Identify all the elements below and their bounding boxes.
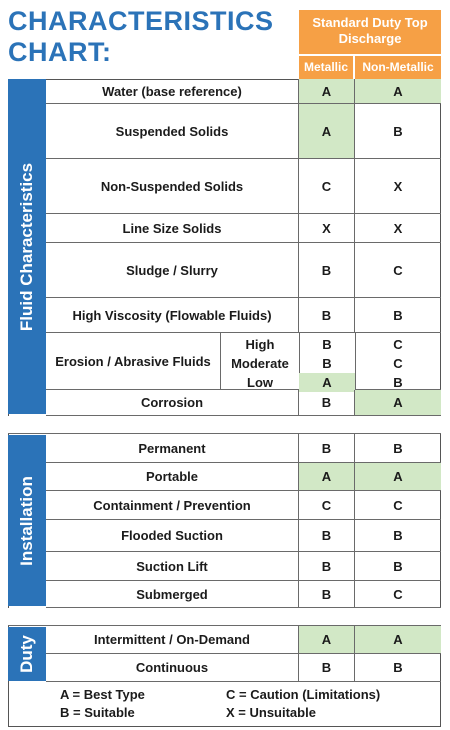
- column-group-header: Standard Duty Top Discharge: [299, 10, 441, 54]
- erosion-metallic-ratings: [299, 333, 356, 389]
- erosion-levels: [221, 333, 300, 389]
- table-row: [46, 654, 441, 682]
- row-label: High Viscosity (Flowable Fluids): [46, 298, 299, 332]
- nonmetallic-rating: X: [393, 178, 403, 194]
- row-label: Suction Lift: [46, 552, 299, 580]
- nonmetallic-rating: A: [355, 626, 441, 653]
- metallic-rating: A: [299, 626, 355, 653]
- metallic-rating: A: [299, 104, 355, 158]
- nonmetallic-rating: C: [393, 262, 403, 278]
- metallic-rating: B: [299, 298, 355, 332]
- section-duty: [8, 627, 46, 681]
- legend-item-a: A = Best Type: [60, 687, 145, 702]
- row-label: Continuous: [46, 654, 299, 681]
- metallic-rating: B: [299, 243, 355, 297]
- metallic-rating: B: [322, 337, 332, 352]
- table-row: [46, 104, 441, 159]
- erosion-level-moderate: Moderate: [231, 356, 289, 371]
- chart-title: [8, 6, 298, 68]
- metallic-rating: C: [299, 491, 355, 519]
- table-row-erosion: [46, 333, 441, 390]
- metallic-rating: B: [322, 356, 332, 371]
- section-spacer: [8, 608, 441, 626]
- row-label: Corrosion: [46, 390, 299, 415]
- row-label: Erosion / Abrasive Fluids: [46, 333, 221, 389]
- nonmetallic-rating: A: [355, 79, 441, 103]
- nonmetallic-rating: C: [393, 586, 403, 602]
- metallic-rating: A: [299, 463, 355, 490]
- row-label: Sludge / Slurry: [46, 243, 299, 297]
- legend: [8, 682, 441, 727]
- row-label: Water (base reference): [46, 79, 299, 103]
- nonmetallic-rating: C: [393, 337, 403, 352]
- nonmetallic-rating: A: [355, 463, 441, 490]
- chart-title-line2: CHART:: [8, 37, 112, 67]
- row-label: Permanent: [46, 434, 299, 462]
- nonmetallic-rating: C: [393, 356, 403, 371]
- row-label: Intermittent / On-Demand: [46, 626, 299, 653]
- metallic-rating: A: [299, 373, 355, 392]
- table-row: [46, 520, 441, 552]
- metallic-rating: C: [299, 159, 355, 213]
- legend-item-x: X = Unsuitable: [226, 705, 316, 720]
- nonmetallic-rating: B: [393, 660, 403, 675]
- section-spacer: [8, 416, 441, 434]
- metallic-rating: X: [299, 214, 355, 242]
- nonmetallic-rating: B: [393, 440, 403, 456]
- chart-title-line1: CHARACTERISTICS: [8, 6, 274, 36]
- erosion-nonmetallic-ratings: [355, 333, 441, 389]
- metallic-rating: B: [299, 520, 355, 551]
- table-row: [46, 214, 441, 243]
- nonmetallic-rating: B: [393, 375, 403, 390]
- column-header-nonmetallic: Non-Metallic: [355, 56, 441, 79]
- metallic-rating: B: [299, 581, 355, 607]
- row-label: Flooded Suction: [46, 520, 299, 551]
- legend-item-c: C = Caution (Limitations): [226, 687, 381, 702]
- metallic-rating: B: [299, 654, 355, 681]
- section-fluid-characteristics: [8, 79, 46, 414]
- table-row: [46, 243, 441, 298]
- nonmetallic-rating: B: [393, 528, 403, 543]
- table-row: [46, 434, 441, 463]
- nonmetallic-rating: X: [393, 220, 403, 236]
- nonmetallic-rating: A: [355, 390, 441, 415]
- table-row: [46, 581, 441, 608]
- nonmetallic-rating: B: [393, 123, 403, 139]
- table-row: [46, 552, 441, 581]
- table-row: [46, 390, 441, 416]
- erosion-level-low: Low: [247, 375, 273, 390]
- table-row: [46, 626, 441, 654]
- table-row: [46, 298, 441, 333]
- row-label: Portable: [46, 463, 299, 490]
- section-label-fluid: Fluid Characteristics: [17, 162, 37, 331]
- row-label: Non-Suspended Solids: [46, 159, 299, 213]
- section-label-installation: Installation: [17, 475, 37, 566]
- metallic-rating: B: [299, 390, 355, 415]
- section-label-duty: Duty: [17, 635, 36, 673]
- table-row: [46, 491, 441, 520]
- row-label: Suspended Solids: [46, 104, 299, 158]
- nonmetallic-rating: B: [393, 307, 403, 323]
- erosion-level-high: High: [245, 337, 275, 352]
- section-installation: [8, 435, 46, 606]
- metallic-rating: B: [299, 434, 355, 462]
- metallic-rating: A: [299, 79, 355, 103]
- table-row: [46, 159, 441, 214]
- row-label: Containment / Prevention: [46, 491, 299, 519]
- nonmetallic-rating: C: [393, 497, 403, 513]
- legend-item-b: B = Suitable: [60, 705, 135, 720]
- row-label: Line Size Solids: [46, 214, 299, 242]
- table-row: [46, 79, 441, 104]
- column-header-metallic: Metallic: [299, 56, 353, 79]
- row-label: Submerged: [46, 581, 299, 607]
- table-row: [46, 463, 441, 491]
- nonmetallic-rating: B: [393, 558, 403, 574]
- metallic-rating: B: [299, 552, 355, 580]
